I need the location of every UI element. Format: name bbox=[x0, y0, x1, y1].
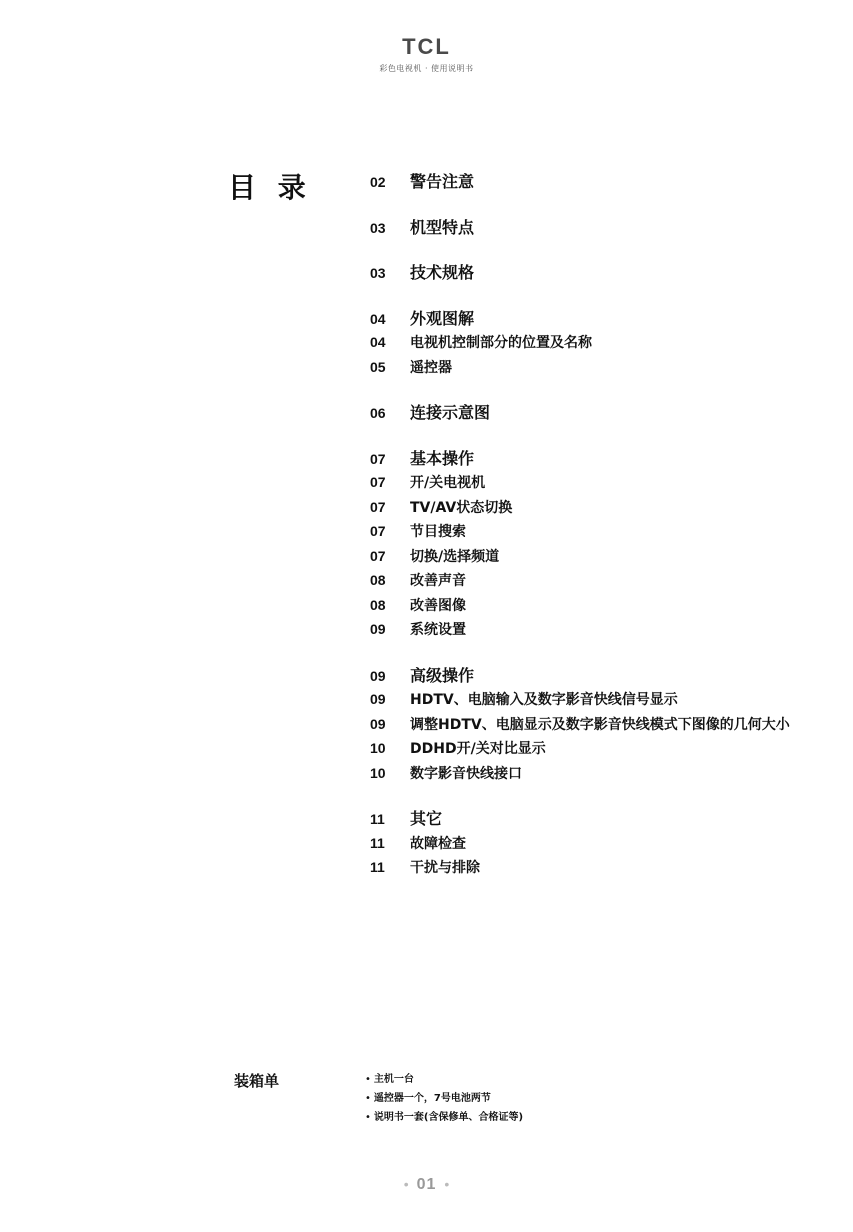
packing-item: • 遥控器一个，7号电池两节 bbox=[365, 1089, 523, 1108]
toc-entry-title: 干扰与排除 bbox=[410, 860, 480, 876]
toc-page-number: 09 bbox=[370, 691, 386, 707]
toc-group bbox=[370, 664, 840, 787]
page-number bbox=[0, 1176, 853, 1194]
toc-group bbox=[370, 261, 840, 286]
toc-page-number: 11 bbox=[370, 859, 385, 875]
toc-entry-title: TV/AV状态切换 bbox=[410, 499, 513, 516]
toc-subentry bbox=[370, 496, 840, 521]
toc-page-number: 03 bbox=[370, 219, 386, 236]
toc-entry-title: 调整HDTV、电脑显示及数字影音快线模式下图像的几何大小 bbox=[410, 716, 790, 733]
toc-subentry bbox=[370, 545, 840, 570]
toc-entry-title: 数字影音快线接口 bbox=[410, 765, 522, 782]
toc-subentry bbox=[370, 471, 840, 496]
toc-entry-title: 开/关电视机 bbox=[410, 475, 486, 491]
toc-page-number: 07 bbox=[370, 474, 386, 490]
toc-page-number: 10 bbox=[370, 740, 386, 756]
toc-section-entry bbox=[370, 307, 840, 332]
toc-subentry bbox=[370, 713, 840, 738]
toc-section-entry bbox=[370, 807, 840, 832]
toc-page-number: 11 bbox=[370, 811, 385, 827]
page-number-value: 01 bbox=[416, 1176, 437, 1193]
packing-item: • 说明书一套(含保修单、合格证等) bbox=[365, 1108, 523, 1127]
toc-subentry bbox=[370, 520, 840, 545]
toc-entry-title: 切换/选择频道 bbox=[410, 548, 500, 565]
packing-list-label: 装箱单 bbox=[234, 1072, 280, 1090]
toc-group bbox=[370, 401, 840, 426]
toc-section-entry bbox=[370, 170, 840, 195]
toc-page-number: 04 bbox=[370, 310, 386, 327]
packing-item: • 主机一台 bbox=[365, 1070, 523, 1089]
toc-page-number: 09 bbox=[370, 667, 386, 684]
toc-subentry bbox=[370, 618, 840, 643]
toc-page-number: 07 bbox=[370, 498, 386, 515]
toc-entry-title: 节目搜索 bbox=[410, 524, 466, 540]
toc-group bbox=[370, 447, 840, 643]
toc-subentry bbox=[370, 569, 840, 594]
toc-entry-title: DDHD开/关对比显示 bbox=[410, 741, 546, 757]
toc-subentry bbox=[370, 688, 840, 713]
toc-subentry bbox=[370, 762, 840, 787]
toc-section-entry bbox=[370, 401, 840, 426]
toc-subentry bbox=[370, 356, 840, 381]
toc-group bbox=[370, 170, 840, 195]
toc-page-number: 07 bbox=[370, 523, 386, 539]
page-number-dot-right: • bbox=[444, 1176, 450, 1192]
toc-subentry bbox=[370, 594, 840, 619]
toc-subentry bbox=[370, 832, 840, 857]
toc-entry-title: 警告注意 bbox=[410, 172, 475, 191]
toc-entry-title: 连接示意图 bbox=[410, 403, 491, 422]
toc-page-number: 09 bbox=[370, 715, 386, 732]
toc-page-number: 11 bbox=[370, 834, 385, 851]
toc-page-number: 10 bbox=[370, 764, 386, 781]
packing-list bbox=[365, 1070, 523, 1127]
toc-entry-title: 遥控器 bbox=[410, 359, 452, 376]
toc-page-number: 07 bbox=[370, 450, 386, 467]
toc-subentry bbox=[370, 331, 840, 356]
page-number-dot-left: • bbox=[403, 1176, 409, 1192]
toc-page-number: 04 bbox=[370, 334, 386, 350]
toc-page-number: 07 bbox=[370, 547, 386, 564]
toc-page-number: 02 bbox=[370, 174, 386, 190]
toc-page-number: 09 bbox=[370, 621, 386, 637]
toc-group bbox=[370, 307, 840, 381]
toc-entry-title: 系统设置 bbox=[410, 622, 466, 638]
toc-entry-title: 机型特点 bbox=[410, 217, 475, 237]
toc-page-number: 05 bbox=[370, 358, 386, 375]
table-of-contents bbox=[370, 170, 840, 902]
brand-header bbox=[0, 34, 853, 74]
toc-group bbox=[370, 807, 840, 881]
toc-heading: 目 录 bbox=[228, 171, 312, 204]
toc-entry-title: 外观图解 bbox=[410, 308, 475, 328]
toc-page-number: 03 bbox=[370, 265, 386, 281]
toc-section-entry bbox=[370, 664, 840, 689]
toc-entry-title: 基本操作 bbox=[410, 448, 475, 468]
toc-subentry bbox=[370, 737, 840, 762]
toc-entry-title: 故障检查 bbox=[410, 835, 466, 852]
toc-entry-title: 其它 bbox=[410, 809, 443, 828]
toc-page-number: 06 bbox=[370, 405, 386, 421]
toc-entry-title: HDTV、电脑输入及数字影音快线信号显示 bbox=[410, 692, 678, 708]
toc-page-number: 08 bbox=[370, 596, 386, 613]
toc-section-entry bbox=[370, 261, 840, 286]
toc-entry-title: 电视机控制部分的位置及名称 bbox=[410, 335, 592, 351]
toc-entry-title: 高级操作 bbox=[410, 665, 475, 685]
toc-entry-title: 改善声音 bbox=[410, 573, 466, 589]
toc-subentry bbox=[370, 856, 840, 881]
tcl-logo: TCL bbox=[402, 34, 451, 59]
toc-group bbox=[370, 216, 840, 241]
toc-section-entry bbox=[370, 447, 840, 472]
toc-entry-title: 改善图像 bbox=[410, 597, 466, 614]
toc-section-entry bbox=[370, 216, 840, 241]
toc-entry-title: 技术规格 bbox=[410, 263, 475, 282]
manual-subtitle: 彩色电视机 · 使用说明书 bbox=[379, 64, 474, 73]
toc-page-number: 08 bbox=[370, 572, 386, 588]
